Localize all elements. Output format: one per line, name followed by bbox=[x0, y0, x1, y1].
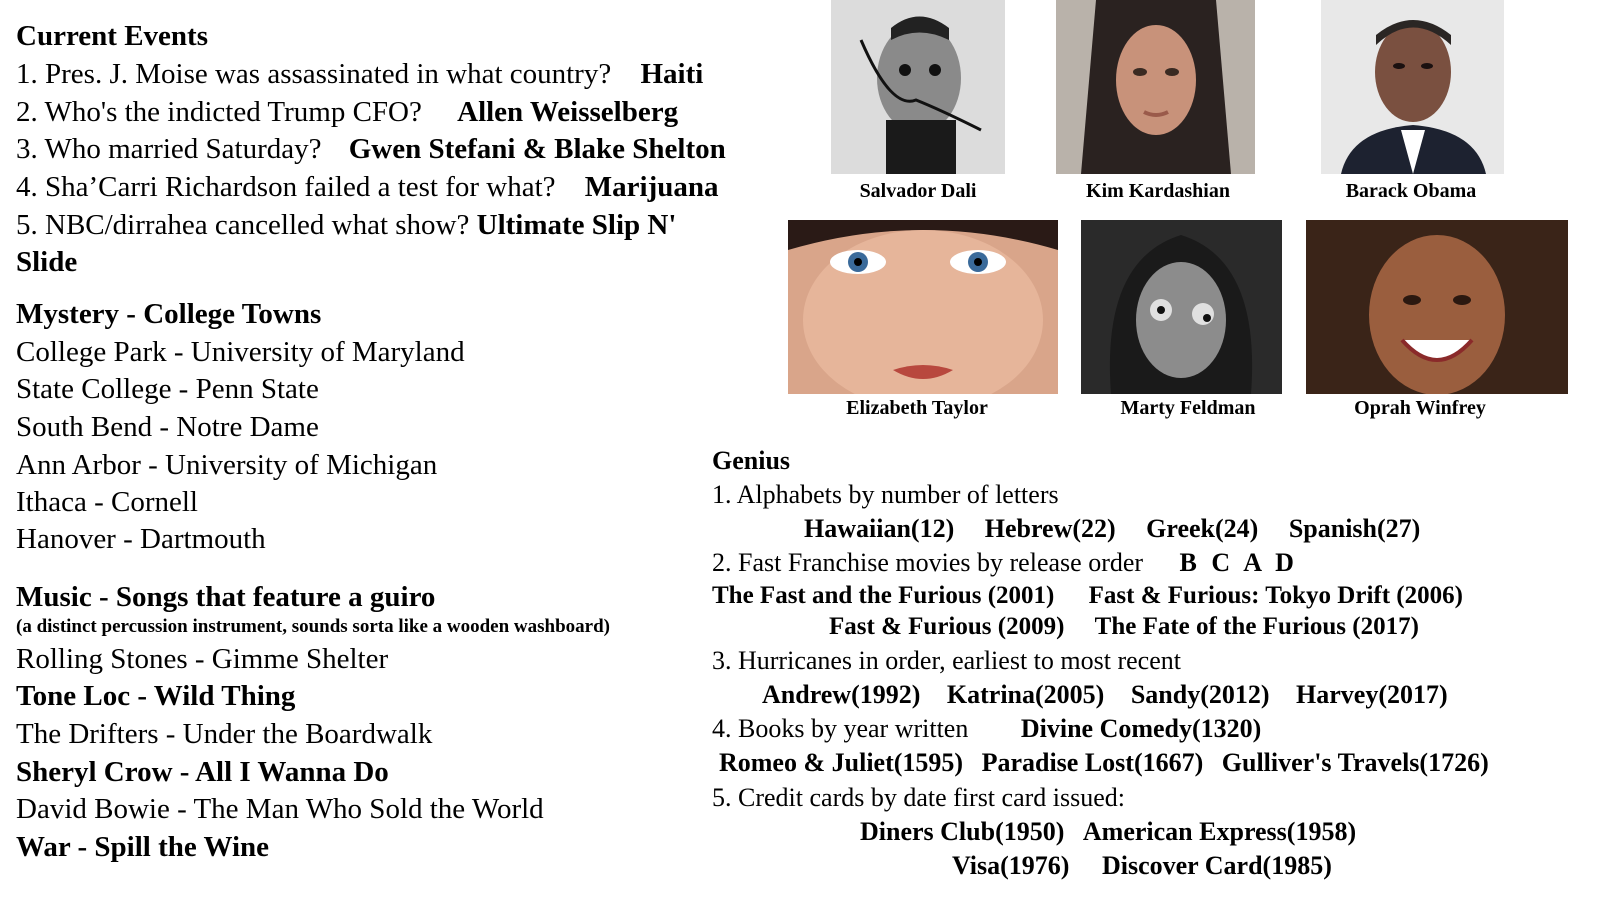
answer-item: The Fast and the Furious (2001) bbox=[712, 582, 1055, 609]
answer-item: Divine Comedy(1320) bbox=[1020, 714, 1262, 743]
mystery-item: State College - Penn State bbox=[16, 373, 319, 405]
portrait-photo bbox=[1056, 0, 1255, 174]
portrait-photo bbox=[788, 220, 1058, 394]
answer-text: Marijuana bbox=[584, 171, 719, 203]
mystery-item: Ann Arbor - University of Michigan bbox=[16, 449, 438, 481]
answer-item: Andrew(1992) bbox=[762, 680, 921, 709]
answer-item: Harvey(2017) bbox=[1296, 680, 1448, 709]
portrait-photo bbox=[1081, 220, 1282, 394]
genius-answers bbox=[804, 514, 1420, 544]
answer-text: Gwen Stefani & Blake Shelton bbox=[348, 133, 726, 165]
genius-question bbox=[712, 548, 1298, 578]
genius-question: 5. Credit cards by date first card issued: bbox=[712, 783, 1125, 812]
current-events-item bbox=[16, 171, 719, 204]
answer-text: Haiti bbox=[640, 58, 704, 90]
music-item: The Drifters - Under the Boardwalk bbox=[16, 718, 433, 750]
answer-item: Hebrew(22) bbox=[984, 514, 1116, 543]
music-heading: Music - Songs that feature a guiro bbox=[16, 581, 436, 613]
answer-item: Visa(1976) bbox=[952, 851, 1070, 880]
genius-question bbox=[712, 714, 1261, 744]
genius-answers bbox=[952, 851, 1332, 881]
question-text: 4. Books by year written bbox=[712, 714, 969, 743]
answer-item: Romeo & Juliet(1595) bbox=[719, 748, 964, 777]
genius-answers bbox=[712, 582, 1463, 610]
answer-item: Spanish(27) bbox=[1288, 514, 1421, 543]
answer-order: B C A D bbox=[1179, 548, 1298, 577]
genius-answers bbox=[860, 817, 1356, 847]
answer-item: Diners Club(1950) bbox=[860, 817, 1065, 846]
question-text: 5. NBC/dirrahea cancelled what show? bbox=[16, 209, 470, 241]
photo-caption: Salvador Dali bbox=[859, 180, 977, 202]
answer-item: Discover Card(1985) bbox=[1101, 851, 1332, 880]
portrait-photo bbox=[1321, 0, 1504, 174]
genius-answers bbox=[762, 680, 1448, 710]
answer-item: Fast & Furious: Tokyo Drift (2006) bbox=[1088, 582, 1463, 609]
genius-answers bbox=[719, 748, 1489, 778]
mystery-item: South Bend - Notre Dame bbox=[16, 411, 319, 443]
answer-item: Sandy(2012) bbox=[1130, 680, 1270, 709]
current-events-item bbox=[16, 96, 678, 129]
music-subheading: (a distinct percussion instrument, sounds sorta like a wooden washboard) bbox=[16, 616, 611, 637]
answer-continuation: Slide bbox=[16, 246, 78, 278]
mystery-item: Hanover - Dartmouth bbox=[16, 523, 266, 555]
answer-item: Katrina(2005) bbox=[946, 680, 1105, 709]
photo-caption: Elizabeth Taylor bbox=[846, 397, 988, 419]
answer-item: The Fate of the Furious (2017) bbox=[1094, 613, 1419, 640]
current-events-item bbox=[16, 58, 703, 91]
question-text: 2. Fast Franchise movies by release order bbox=[712, 548, 1144, 577]
genius-question: 3. Hurricanes in order, earliest to most recent bbox=[712, 646, 1181, 675]
photo-caption: Barack Obama bbox=[1345, 180, 1477, 202]
genius-question: 1. Alphabets by number of letters bbox=[712, 480, 1059, 509]
genius-answers bbox=[829, 613, 1419, 641]
mystery-heading: Mystery - College Towns bbox=[16, 298, 322, 330]
answer-item: Paradise Lost(1667) bbox=[981, 748, 1204, 777]
photo-caption: Kim Kardashian bbox=[1086, 180, 1230, 202]
genius-heading: Genius bbox=[712, 446, 791, 475]
current-events-item bbox=[16, 133, 726, 166]
question-text: 3. Who married Saturday? bbox=[16, 133, 322, 165]
answer-text: Ultimate Slip N' bbox=[476, 209, 677, 241]
photo-caption: Oprah Winfrey bbox=[1354, 397, 1486, 419]
portrait-photo bbox=[831, 0, 1005, 174]
music-item: War - Spill the Wine bbox=[16, 831, 269, 863]
mystery-item: College Park - University of Maryland bbox=[16, 336, 465, 368]
current-events-heading: Current Events bbox=[16, 20, 208, 52]
music-item: David Bowie - The Man Who Sold the World bbox=[16, 793, 544, 825]
answer-item: Gulliver's Travels(1726) bbox=[1221, 748, 1489, 777]
answer-text: Allen Weisselberg bbox=[457, 96, 679, 128]
music-item: Tone Loc - Wild Thing bbox=[16, 680, 296, 712]
answer-item: Fast & Furious (2009) bbox=[829, 613, 1065, 640]
answer-item: American Express(1958) bbox=[1082, 817, 1357, 846]
question-text: 1. Pres. J. Moise was assassinated in what country? bbox=[16, 58, 612, 90]
question-text: 2. Who's the indicted Trump CFO? bbox=[16, 96, 422, 128]
photo-caption: Marty Feldman bbox=[1120, 397, 1256, 419]
music-item: Rolling Stones - Gimme Shelter bbox=[16, 643, 389, 675]
mystery-item: Ithaca - Cornell bbox=[16, 486, 198, 518]
portrait-photo bbox=[1306, 220, 1568, 394]
question-text: 4. Sha’Carri Richardson failed a test for what? bbox=[16, 171, 556, 203]
answer-item: Greek(24) bbox=[1146, 514, 1259, 543]
music-item: Sheryl Crow - All I Wanna Do bbox=[16, 756, 389, 788]
current-events-item bbox=[16, 209, 676, 242]
answer-item: Hawaiian(12) bbox=[804, 514, 955, 543]
